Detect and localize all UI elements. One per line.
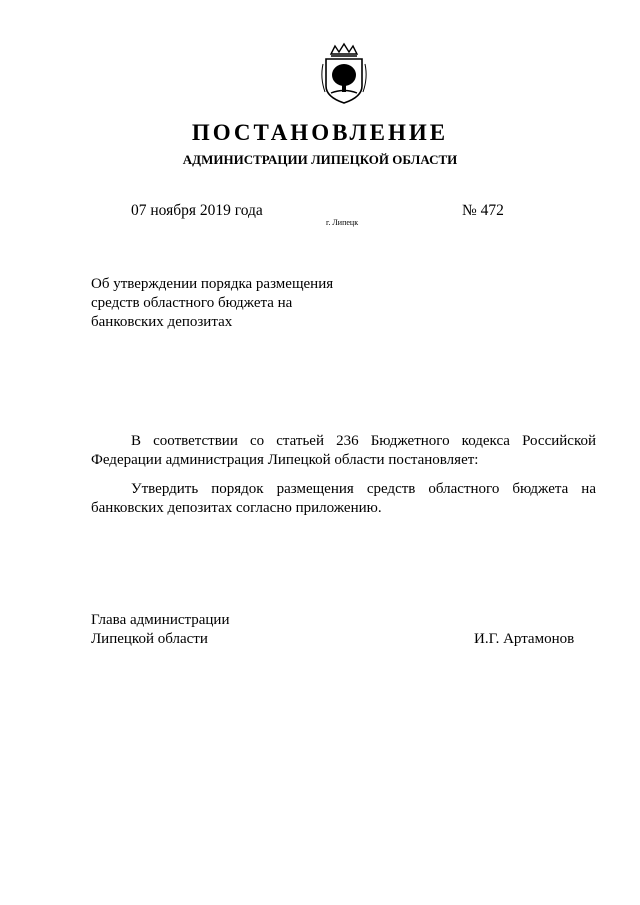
document-title: ПОСТАНОВЛЕНИЕ — [191, 120, 449, 145]
subject-line: Об утверждении порядка размещения — [91, 276, 334, 292]
document-subject — [91, 275, 381, 332]
body-paragraph: В соответствии со статьей 236 Бюджетного кодекса Российской Федерации администрация Липецкой области постановляет: — [91, 433, 596, 468]
signatory-position-line: Глава администрации — [91, 612, 230, 628]
coat-of-arms-icon — [317, 42, 371, 106]
body-paragraph: Утвердить порядок размещения средств областного бюджета на банковских депозитах согласно приложению. — [91, 481, 596, 516]
subject-line: банковских депозитах — [91, 314, 233, 330]
signatory-name: И.Г. Артамонов — [474, 631, 575, 647]
document-number: № 472 — [462, 202, 504, 219]
subject-line: средств областного бюджета на — [91, 295, 293, 311]
document-subtitle: АДМИНИСТРАЦИИ ЛИПЕЦКОЙ ОБЛАСТИ — [182, 152, 458, 167]
document-place: г. Липецк — [326, 218, 359, 227]
signatory-position — [91, 611, 229, 649]
document-date: 07 ноября 2019 года — [131, 202, 263, 219]
signatory-position-line: Липецкой области — [91, 631, 208, 647]
